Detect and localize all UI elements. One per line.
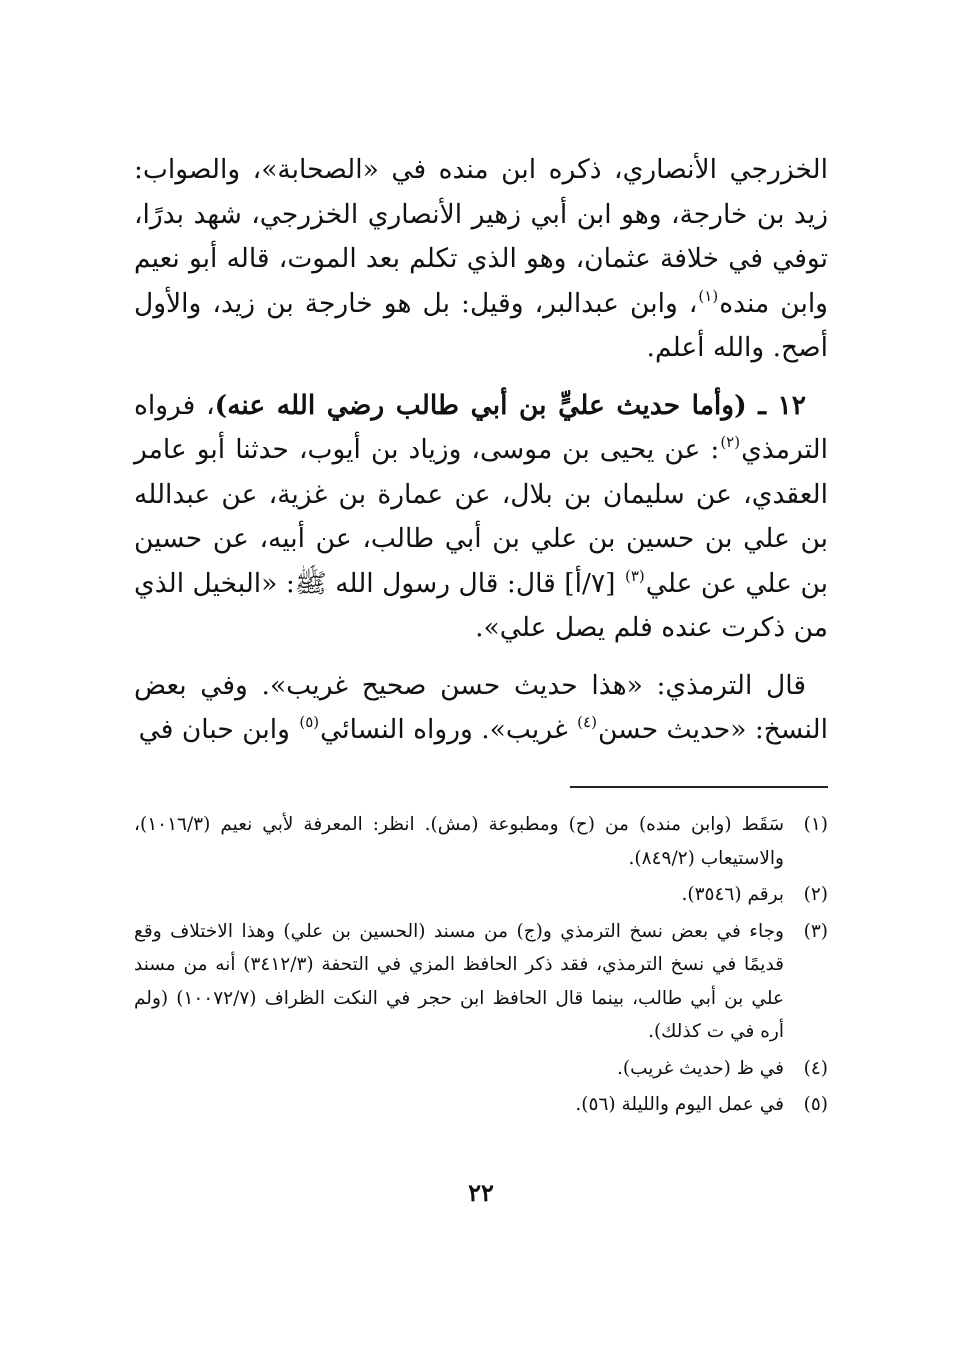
paragraph-2-text-b: : عن يحيى بن موسى، وزياد بن أيوب، حدثنا أبو عامر العقدي، عن سليمان بن بلال، عن عمارة بن غزية، عن عبدالله بن علي بن حسين بن علي بن أبي طالب، عن أبيه، عن حسين بن علي عن علي: [134, 434, 828, 599]
footnote-ref-4: (٤): [577, 713, 597, 731]
paragraph-3-text-c: وابن حبان في: [138, 714, 299, 745]
paragraph-2: [134, 384, 828, 651]
footnote-ref-5: (٥): [299, 713, 320, 731]
footnote-number: (١): [803, 814, 828, 835]
footnote-3: [134, 915, 828, 1049]
paragraph-3-text-b: غريب». ورواه النسائي: [320, 714, 577, 745]
footnote-ref-2: (٢): [720, 433, 741, 451]
footnote-number: (٣): [803, 920, 828, 942]
page-number: ٢٢: [468, 1178, 494, 1207]
footnote-1: [134, 808, 828, 875]
footnote-4: [134, 1052, 828, 1086]
paragraph-1-continuation: ، وابن عبدالبر، وقيل: بل هو خارجة بن زيد، والأول أصح. والله أعلم.: [134, 287, 828, 363]
main-text: [134, 148, 828, 753]
footnote-ref-1: (١): [698, 286, 719, 305]
page-content: [134, 148, 828, 1228]
footnote-2: [134, 878, 828, 912]
footnote-5: [134, 1088, 828, 1122]
footnote-ref-3: (٣): [624, 566, 645, 585]
footnote-text: في عمل اليوم والليلة (٥٦).: [575, 1094, 784, 1115]
paragraph-3: [134, 664, 828, 753]
paragraph-1-text: الخزرجي الأنصاري، ذكره ابن منده في «الصحابة»، والصواب: زيد بن خارجة، وهو ابن أبي زهير الأنصاري الخزرجي، شهد بدرًا، توفي في خلافة عثمان، وهو الذي تكلم بعد الموت، قاله أبو نعيم وابن منده: [134, 154, 828, 319]
paragraph-2-text-a: ، فرواه الترمذي: [134, 389, 828, 465]
footnote-text: في ظ (حديث غريب).: [617, 1057, 784, 1079]
footnote-number: (٤): [803, 1057, 828, 1079]
footnotes: [134, 808, 828, 1125]
footnote-separator: [570, 786, 828, 788]
hadith-heading-12: ١٢ ـ (وأما حديث عليٍّ بن أبي طالب رضي الله عنه): [214, 389, 807, 421]
footnote-number: (٢): [803, 884, 828, 905]
footnote-text: برقم (٣٥٤٦).: [681, 884, 784, 905]
footnote-text: وجاء في بعض نسخ الترمذي و(ج) من مسند (الحسين بن علي) وهذا الاختلاف وقع قديمًا في نسخ الترمذي، فقد ذكر الحافظ المزي في التحفة (٣٤١٢/٣) أنه من مسند علي بن أبي طالب، بينما قال الحافظ ابن حجر في النكت الظراف (١٠٠٧٢/٧) (ولم أره في ت كذلك).: [134, 920, 785, 1042]
footnote-number: (٥): [803, 1094, 828, 1115]
paragraph-3-text-a: قال الترمذي: «هذا حديث حسن صحيح غريب». وفي بعض النسخ: «حديث حسن: [134, 669, 828, 745]
footnote-text: سَقَط (وابن منده) من (ح) ومطبوعة (مش). انظر: المعرفة لأبي نعيم (١٠١٦/٣)، والاستيعاب (٨٤٩/٢).: [134, 814, 784, 869]
paragraph-2-text-c: [٧/أ] قال: قال رسول الله ﷺ: «البخيل الذي من ذكرت عنده فلم يصل علي».: [134, 567, 828, 643]
paragraph-1: [134, 148, 828, 371]
